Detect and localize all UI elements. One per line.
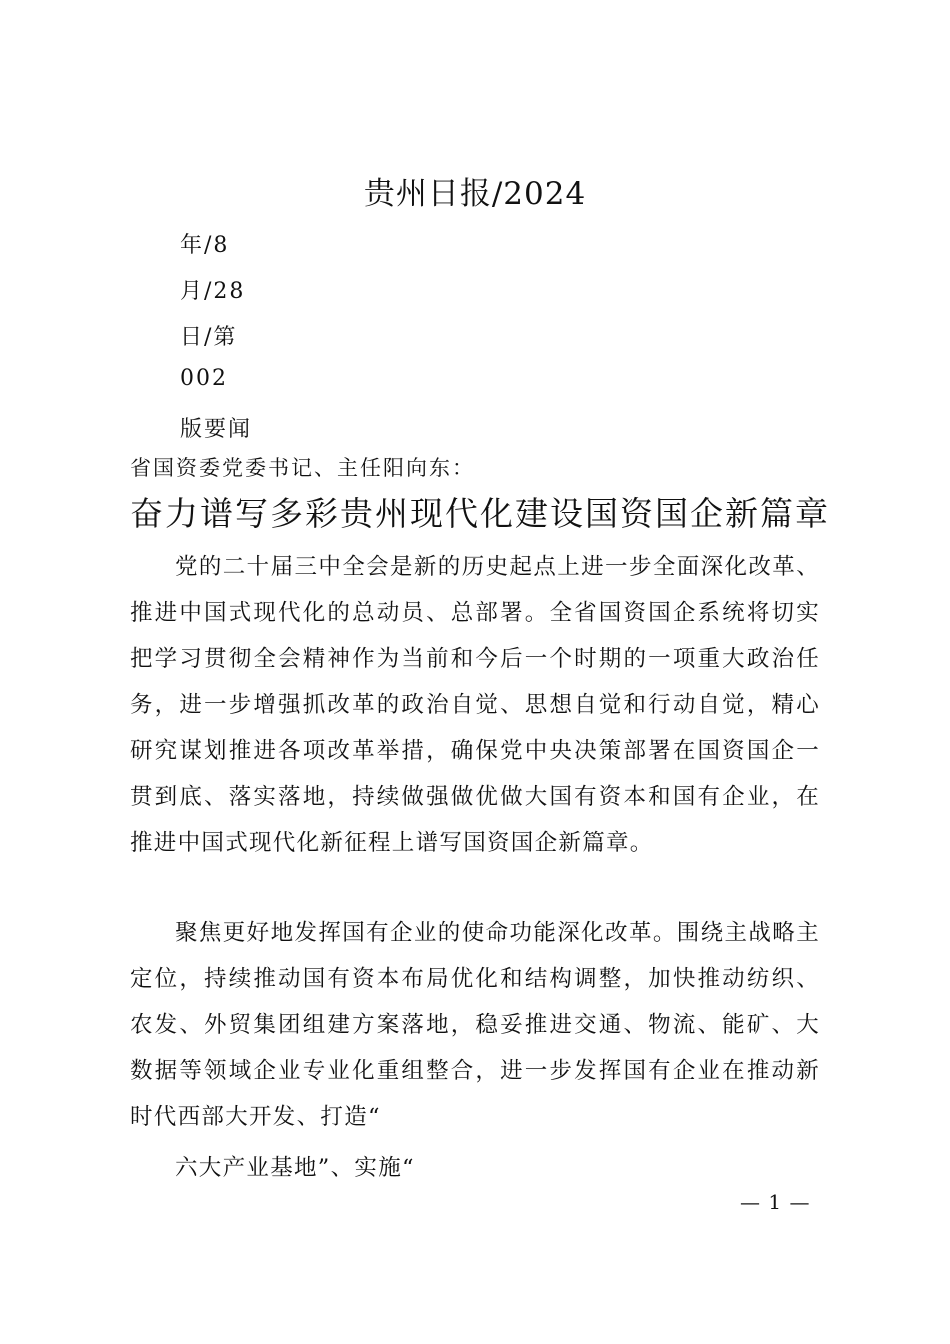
meta-line-edition-number: 002 [180,366,228,391]
article-paragraph-3 [130,1145,820,1191]
paragraph-text: 党的二十届三中全会是新的历史起点上进一步全面深化改革、推进中国式现代化的总动员、总部署。全省国资国企系统将切实把学习贯彻全会精神作为当前和今后一个时期的一项重大政治任务，进一步增强抓改革的政治自觉、思想自觉和行动自觉，精心研究谋划推进各项改革举措，确保党中央决策部署在国资国企一贯到底、落实落地，持续做强做优做大国有资本和国有企业，在推进中国式现代化新征程上谱写国资国企新篇章。 [130,554,820,856]
meta-line-year: 年/8 [180,233,230,258]
article-paragraph-1 [130,544,820,866]
article-kicker: 省国资委党委书记、主任阳向东： [130,456,475,480]
newspaper-header: 贵州日报/2024 [363,176,587,212]
article-headline: 奋力谱写多彩贵州现代化建设国资国企新篇章 [130,494,830,533]
paragraph-text: 聚焦更好地发挥国有企业的使命功能深化改革。围绕主战略主定位，持续推动国有资本布局优化和结构调整，加快推动纺织、农发、外贸集团组建方案落地，稳妥推进交通、物流、能矿、大数据等领域企业专业化重组整合，进一步发挥国有企业在推动新时代西部大开发、打造“ [130,920,820,1130]
meta-line-section: 版要闻 [180,417,253,442]
meta-line-day: 日/第 [180,325,238,350]
article-paragraph-2 [130,910,820,1140]
meta-line-month: 月/28 [180,279,246,304]
page-number: — 1 — [740,1190,811,1214]
paragraph-text: 六大产业基地”、实施“ [175,1155,415,1181]
